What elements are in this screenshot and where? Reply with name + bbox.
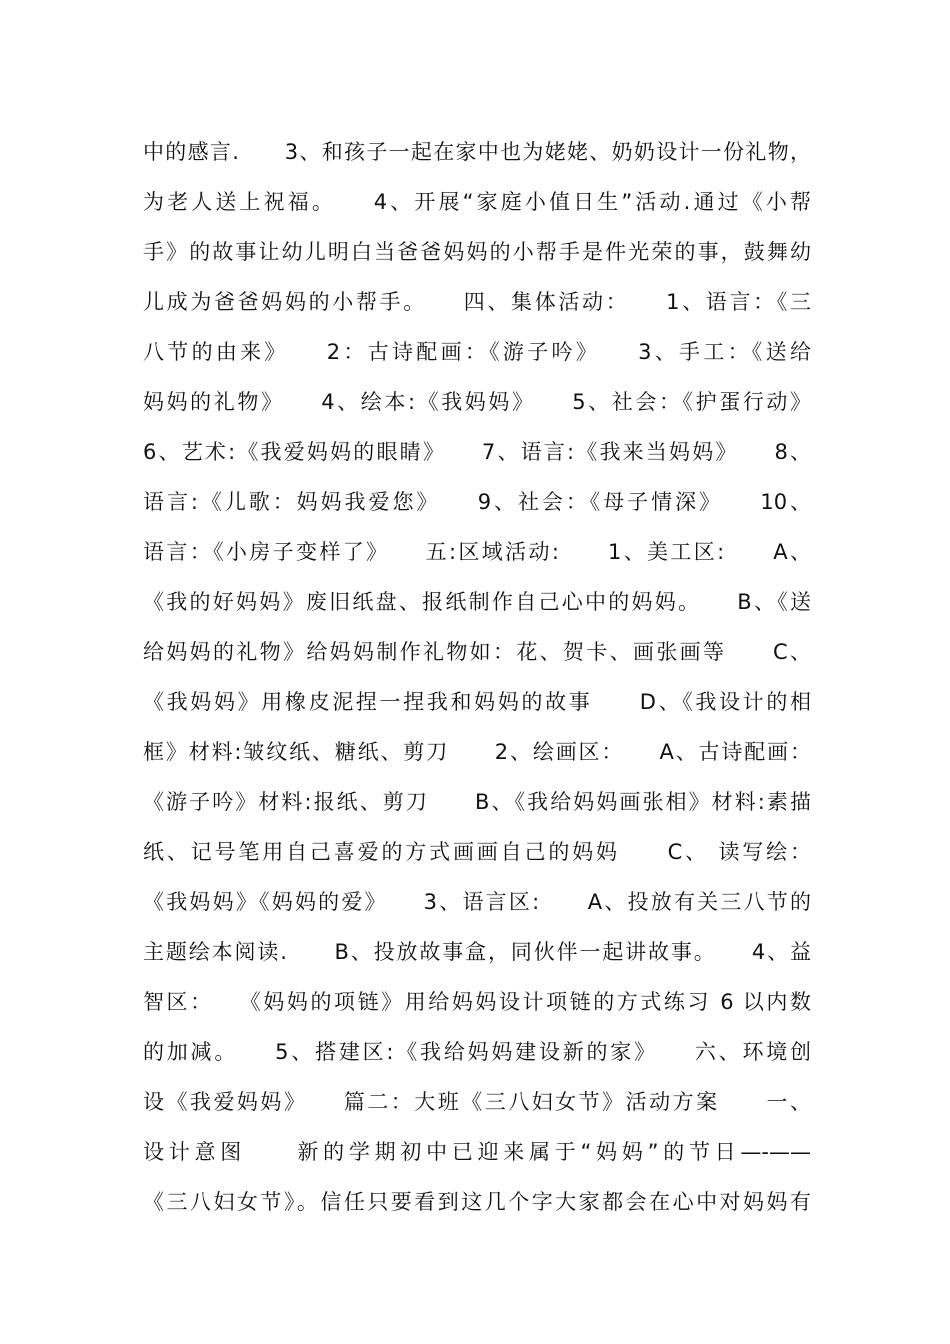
text-line: 的加减。 5、搭建区:《我给妈妈建设新的家》 六、环境创 xyxy=(143,1040,811,1064)
text-line: 《游子吟》材料:报纸、剪刀 B、《我给妈妈画张相》材料:素描 xyxy=(143,790,811,814)
text-line: 设《我爱妈妈》 篇二：大班《三八妇女节》活动方案 一、 xyxy=(143,1090,811,1114)
text-line: 儿成为爸爸妈妈的小帮手。 四、集体活动： 1、语言：《三 xyxy=(143,290,811,314)
text-line: 6、艺术:《我爱妈妈的眼睛》 7、语言:《我来当妈妈》 8、 xyxy=(143,440,811,464)
text-line: 《我妈妈》《妈妈的爱》 3、语言区: A、投放有关三八节的 xyxy=(143,890,811,914)
text-line: 设计意图 新的学期初中已迎来属于“妈妈”的节日—-—— xyxy=(143,1140,811,1164)
text-line: 语言:《儿歌：妈妈我爱您》 9、社会：《母子情深》 10、 xyxy=(143,490,811,514)
text-line: 《我妈妈》用橡皮泥捏一捏我和妈妈的故事 D、《我设计的相 xyxy=(143,690,811,714)
text-line: 框》材料:皱纹纸、糖纸、剪刀 2、绘画区： A、古诗配画： xyxy=(143,740,811,764)
text-line: 妈妈的礼物》 4、绘本:《我妈妈》 5、社会：《护蛋行动》 xyxy=(143,390,811,414)
document-body xyxy=(143,127,811,1227)
text-line: 中的感言. 3、和孩子一起在家中也为姥姥、奶奶设计一份礼物， xyxy=(143,140,811,164)
text-line: 语言：《小房子变样了》 五:区域活动: 1、美工区: A、 xyxy=(143,540,811,564)
text-line: 纸、记号笔用自己喜爱的方式画画自己的妈妈 C、 读写绘： xyxy=(143,840,811,864)
text-line: 给妈妈的礼物》给妈妈制作礼物如：花、贺卡、画张画等 C、 xyxy=(143,640,811,664)
text-line: 手》的故事让幼儿明白当爸爸妈妈的小帮手是件光荣的事，鼓舞幼 xyxy=(143,240,811,264)
text-line: 主题绘本阅读. B、投放故事盒，同伙伴一起讲故事。 4、益 xyxy=(143,940,811,964)
text-line: 《三八妇女节》。信任只要看到这几个字大家都会在心中对妈妈有 xyxy=(143,1190,811,1214)
text-line: 智区： 《妈妈的项链》用给妈妈设计项链的方式练习 6 以内数 xyxy=(143,990,811,1014)
text-line: 八节的由来》 2：古诗配画：《游子吟》 3、手工：《送给 xyxy=(143,340,811,364)
text-line: 《我的好妈妈》废旧纸盘、报纸制作自己心中的妈妈。 B、《送 xyxy=(143,590,811,614)
text-line: 为老人送上祝福。 4、开展“家庭小值日生”活动.通过《小帮 xyxy=(143,190,811,214)
